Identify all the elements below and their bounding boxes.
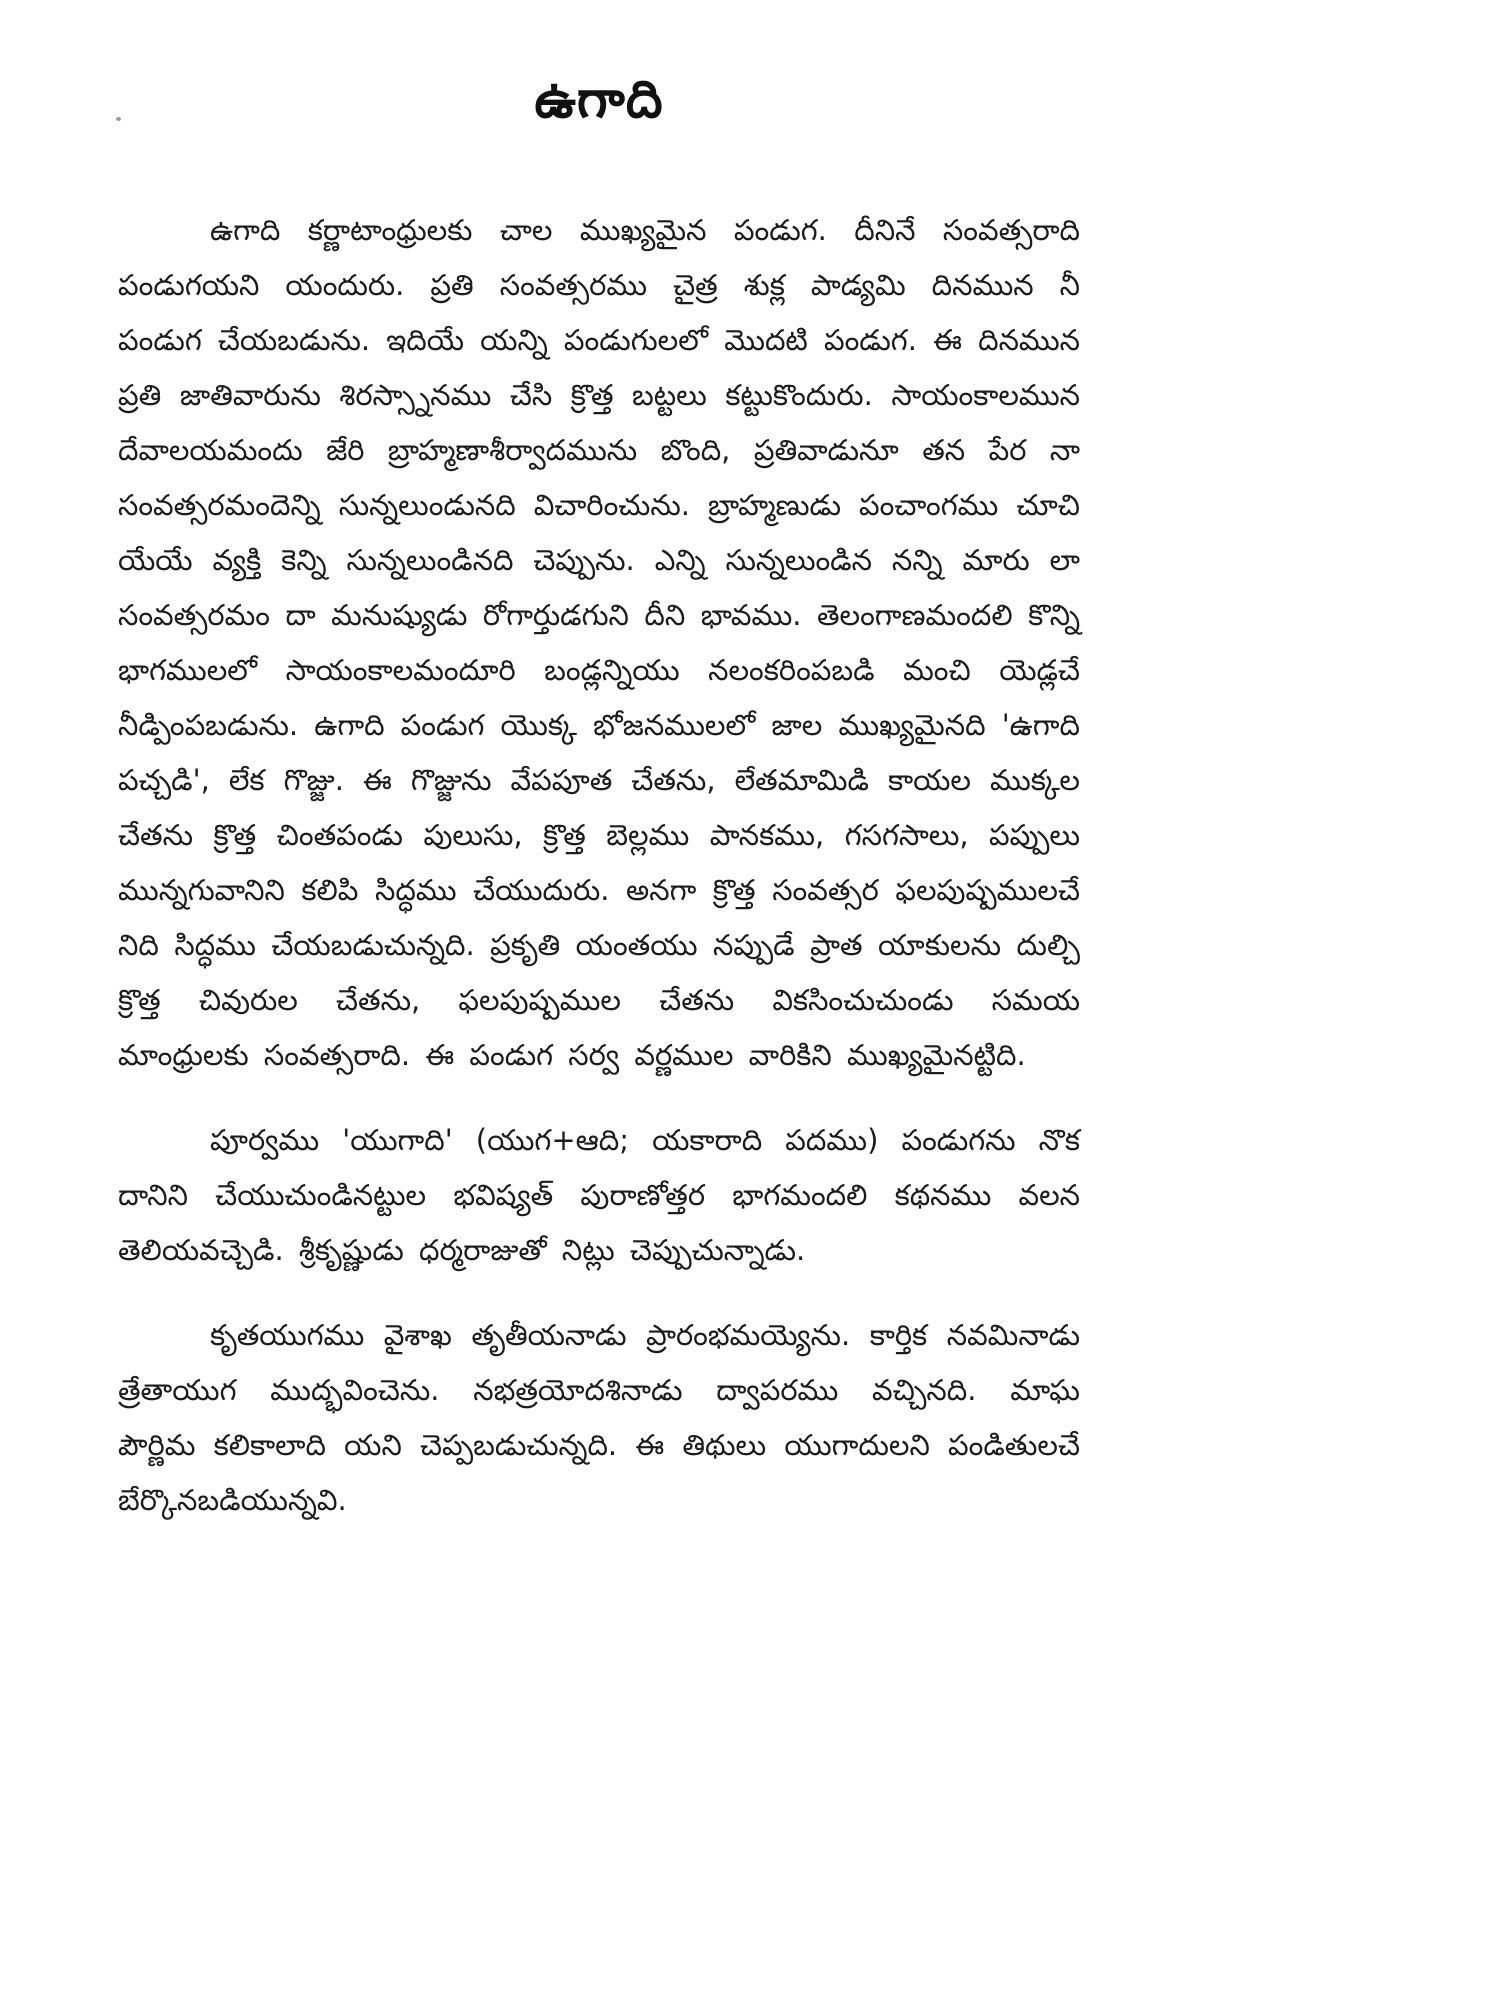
body-text [118,203,1080,1528]
paragraph: పూర్వము 'యుగాది' (యుగ+ఆది; యకారాది పదము) పండుగను నొక దానిని చేయుచుండినట్టుల భవిష్యత్ పురాణోత్తర భాగమందలి కథనము వలన తెలియవచ్చెడి. శ్రీకృష్ణుడు ధర్మరాజుతో నిట్లు చెప్పుచున్నాడు. [118,1123,1080,1267]
paragraph: కృతయుగము వైశాఖ తృతీయనాడు ప్రారంభమయ్యెను. కార్తిక నవమినాడు త్రేతాయుగ ముద్భవించెను. నభత్రయోదశినాడు ద్వాపరము వచ్చినది. మాఘ పౌర్ణిమ కలికాలాది యని చెప్పబడుచున్నది. ఈ తిథులు యుగాదులని పండితులచే బేర్కొనబడియున్నవి. [118,1318,1080,1517]
page-title: ఉగాది [534,70,664,130]
text-block [118,70,1080,1558]
paragraph: ఉగాది కర్ణాటాంధ్రులకు చాల ముఖ్యమైన పండుగ. దీనినే సంవత్సరాది పండుగయని యందురు. ప్రతి సంవత్సరము చైత్ర శుక్ల పాడ్యమి దినమున నీ పండుగ చేయబడును. ఇదియే యన్ని పండుగులలో మొదటి పండుగ. ఈ దినమున ప్రతి జాతివారును శిరస్స్నానము చేసి క్రొత్త బట్టలు కట్టుకొందురు. సాయంకాలమున దేవాలయమందు జేరి బ్రాహ్మణాశీర్వాదమును బొంది, ప్రతివాడునూ తన పేర నా సంవత్సరమందెన్ని సున్నలుండునది విచారించును. బ్రాహ్మణుడు పంచాంగము చూచి యేయే వ్యక్తి కెన్ని సున్నలుండినది చెప్పును. ఎన్ని సున్నలుండిన నన్ని మారు లా సంవత్సరమం దా మనుష్యుడు రోగార్తుడగుని దీని భావము. తెలంగాణమందలి కొన్ని భాగములలో సాయంకాలమందూరి బండ్లన్నియు నలంకరింపబడి మంచి యెడ్లచే నీడ్పింపబడును. ఉగాది పండుగ యొక్క భోజనములలో జాల ముఖ్యమైనది 'ఉగాది పచ్చడి', లేక గొజ్జు. ఈ గొజ్జును వేపపూత చేతను, లేతమామిడి కాయల ముక్కల చేతను క్రొత్త చింతపండు పులుసు, క్రొత్త బెల్లము పానకము, గసగసాలు, పప్పులు మున్నగువానిని కలిపి సిద్ధము చేయుదురు. అనగా క్రొత్త సంవత్సర ఫలపుష్పములచే నిది సిద్ధము చేయబడుచున్నది. ప్రకృతి యంతయు నప్పుడే ప్రాత యాకులను దుల్చి క్రొత్త చివురుల చేతను, ఫలపుష్పముల చేతను వికసించుచుండు సమయ మాంధ్రులకు సంవత్సరాది. ఈ పండుగ సర్వ వర్ణముల వారికిని ముఖ్యమైనట్టిది. [118,213,1080,1072]
